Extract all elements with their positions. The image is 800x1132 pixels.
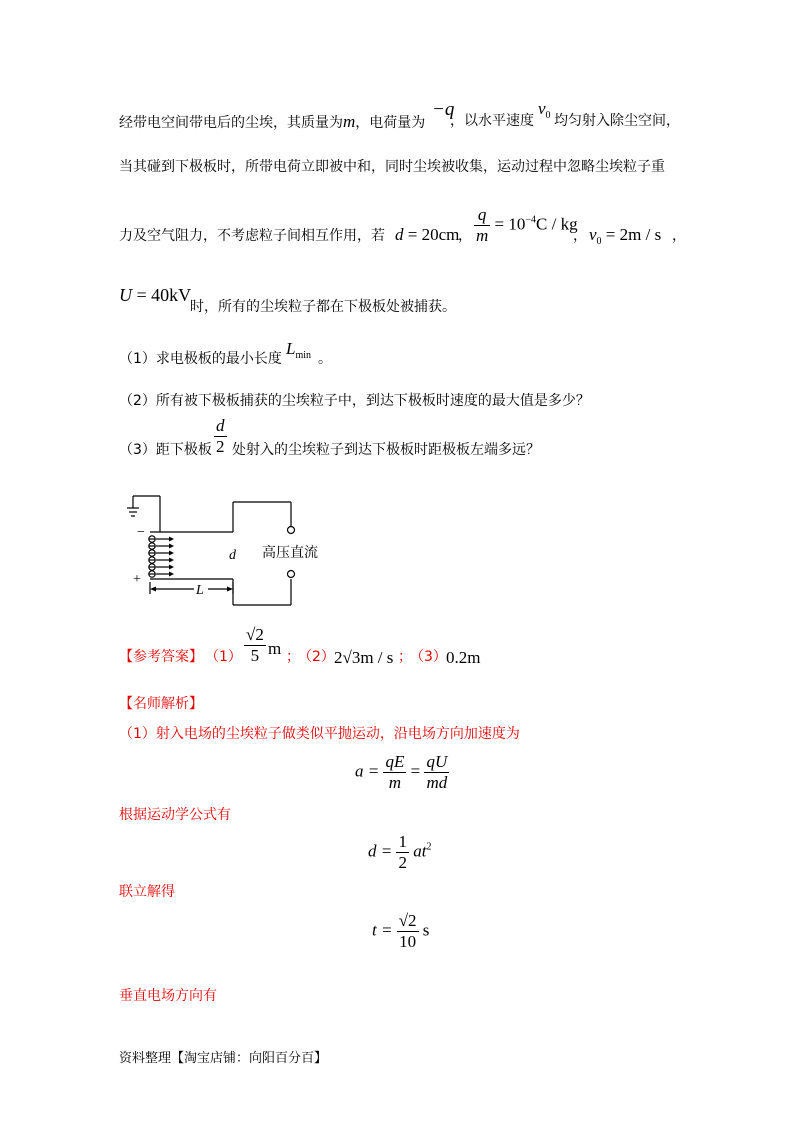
footer-text: 资料整理【淘宝店铺：向阳百分百】 (119, 1051, 328, 1066)
dust-particles (149, 536, 170, 577)
frac-d-over-2: $\frac{d}{2}$ (216, 416, 225, 456)
terminal-bottom (288, 571, 295, 578)
analysis-step-2: 根据运动学公式有 (119, 807, 231, 823)
comma: ， (573, 228, 587, 244)
question-1: （1）求电极板的最小长度 (119, 351, 282, 367)
answer-1-unit: m (268, 639, 282, 658)
question-3: （3）距下极板 (119, 442, 212, 458)
var-neg-q: −q (432, 99, 455, 120)
equation-displacement: d = $\frac{1}{2}$ $at^2$ (368, 832, 432, 872)
label-hv-source: 高压直流 (262, 545, 318, 561)
question-2: （2）所有被下极板捕获的尘埃粒子中，到达下极板时速度的最大值是多少？ (119, 393, 590, 409)
period: 。 (318, 351, 332, 367)
answer-part-1: （1） (205, 649, 242, 665)
answer-tag: 【参考答案】 (119, 649, 203, 665)
eq-u-40kv: U = 40kV (119, 285, 192, 305)
text: 经带电空间带电后的尘埃，其质量为 (119, 115, 343, 131)
label-L: L (196, 583, 204, 598)
text: ，以水平速度 (450, 113, 534, 129)
label-d: d (229, 548, 236, 563)
plus-sign: + (133, 572, 141, 587)
eq-v0-2ms: $v_0 = 2m / s$ (589, 225, 662, 247)
problem-line-2: 当其碰到下极板时，所带电荷立即被中和，同时尘埃被收集，运动过程中忽略尘埃粒子重 (119, 159, 665, 175)
problem-line-3: 力及空气阻力，不考虑粒子间相互作用，若 (119, 228, 385, 244)
problem-line-4: 时，所有的尘埃粒子都在下极板处被捕获。 (190, 299, 456, 315)
equation-time: t = $\frac{√2}{10}$ s (372, 911, 430, 951)
answer-part-2: （2） (298, 649, 335, 665)
var-m: m (343, 112, 356, 131)
var-lmin: $L_{min}$ (286, 339, 312, 361)
answer-part-3: （3） (410, 649, 447, 665)
comma: ， (672, 228, 686, 244)
problem-line-1b (450, 112, 534, 130)
analysis-step-4: 垂直电场方向有 (119, 988, 217, 1004)
precipitator-diagram (118, 488, 368, 610)
answer-2: 2√3m / s (334, 648, 394, 667)
eq-d-20cm: d = 20cm (395, 225, 460, 244)
analysis-tag: 【名师解析】 (119, 696, 203, 712)
answer-1-fraction: $\frac{√2}{5}$ (246, 625, 264, 665)
text: ，电荷量为 (355, 115, 426, 131)
question-3b: 处射入的尘埃粒子到达下极板时距极板左端多远？ (232, 442, 540, 458)
var-v0: $v_0$ (538, 99, 551, 121)
answer-3: 0.2m (446, 648, 481, 667)
minus-sign: − (137, 525, 145, 540)
comma: ， (458, 228, 472, 244)
terminal-top (288, 527, 295, 534)
problem-line-1 (119, 112, 425, 132)
equation-acceleration: a = $\frac{qE}{m}$ = $\frac{qU}{md}$ (355, 752, 448, 792)
semicolon: ； (398, 649, 412, 665)
arrowheads (150, 537, 233, 592)
analysis-step-1: （1）射入电场的尘埃粒子做类似平抛运动，沿电场方向加速度为 (119, 726, 520, 742)
eq-q-over-m: $\frac{q}{m}$ = $10^{-4}C$ / kg (476, 205, 578, 245)
problem-line-1c: 均匀射入除尘空间， (554, 113, 680, 129)
semicolon: ； (286, 649, 300, 665)
analysis-step-3: 联立解得 (119, 884, 175, 900)
